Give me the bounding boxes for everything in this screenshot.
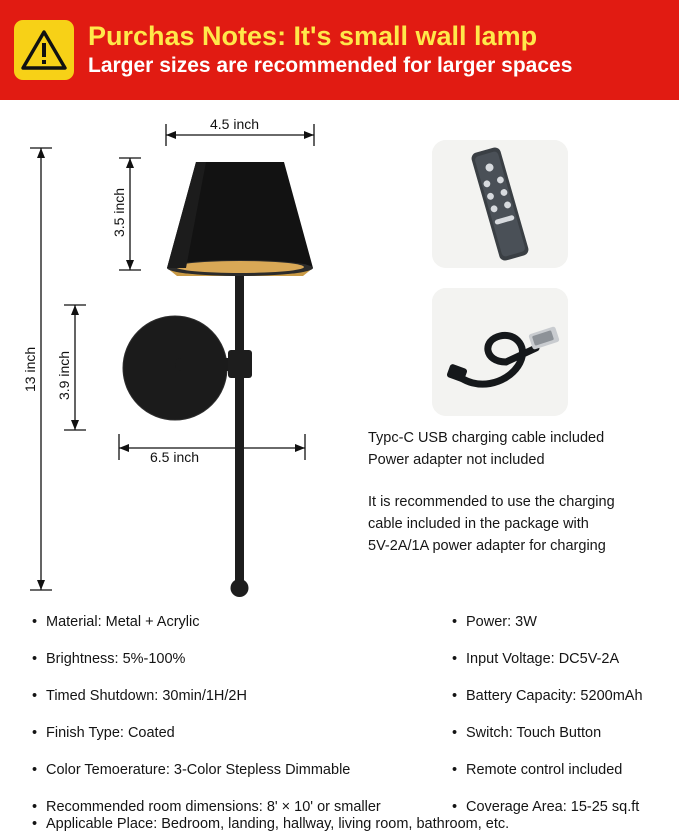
adapter-note-line1: It is recommended to use the charging — [368, 494, 615, 510]
specifications-section — [0, 612, 679, 840]
spec-column-left — [32, 612, 452, 834]
banner-subhead: Larger sizes are recommended for larger spaces — [88, 53, 573, 77]
list-item: • Switch: Touch Button — [452, 723, 679, 744]
usb-c-cable-photo — [432, 288, 568, 416]
banner-text — [88, 21, 572, 79]
list-item: • Power: 3W — [452, 612, 679, 633]
purchase-notes-banner — [0, 0, 679, 100]
list-item: • Color Temoerature: 3-Color Stepless Dimmable — [32, 760, 452, 781]
list-item: • Remote control included — [452, 760, 679, 781]
dim-shade-height: 3.5 inch — [111, 187, 127, 237]
cable-note-line1: Typc-C USB charging cable included — [368, 430, 605, 446]
list-item: • Finish Type: Coated — [32, 723, 452, 744]
list-item: • Coverage Area: 15-25 sq.ft — [452, 797, 679, 818]
dim-backplate-height: 3.9 inch — [56, 350, 72, 400]
dim-total-height: 13 inch — [22, 346, 38, 392]
warning-triangle-icon — [14, 20, 74, 80]
list-item: • Recommended room dimensions: 8' × 10' or smaller — [32, 797, 452, 818]
list-item: • Material: Metal + Acrylic — [32, 612, 452, 633]
list-item: • Timed Shutdown: 30min/1H/2H — [32, 686, 452, 707]
adapter-recommendation-note — [368, 492, 668, 557]
dim-depth-width: 6.5 inch — [150, 449, 200, 465]
adapter-note-line2: cable included in the package with — [368, 515, 589, 532]
dim-shade-width: 4.5 inch — [210, 116, 260, 132]
lamp-illustration — [0, 100, 420, 605]
applicable-place-item: • Applicable Place: Bedroom, landing, hallway, living room, bathroom, etc. — [32, 816, 509, 832]
spec-column-right — [452, 612, 679, 834]
list-item: • Battery Capacity: 5200mAh — [452, 686, 679, 707]
list-item: • Input Voltage: DC5V-2A — [452, 649, 679, 670]
cable-note-line2: Power adapter not included — [368, 451, 545, 468]
list-item: • Brightness: 5%-100% — [32, 649, 452, 670]
banner-headline: Purchas Notes: It's small wall lamp — [88, 20, 538, 51]
remote-control-photo — [432, 140, 568, 268]
product-dimension-diagram — [0, 100, 679, 605]
charging-cable-note — [368, 428, 668, 472]
adapter-note-line3: 5V-2A/1A power adapter for charging — [368, 537, 606, 554]
